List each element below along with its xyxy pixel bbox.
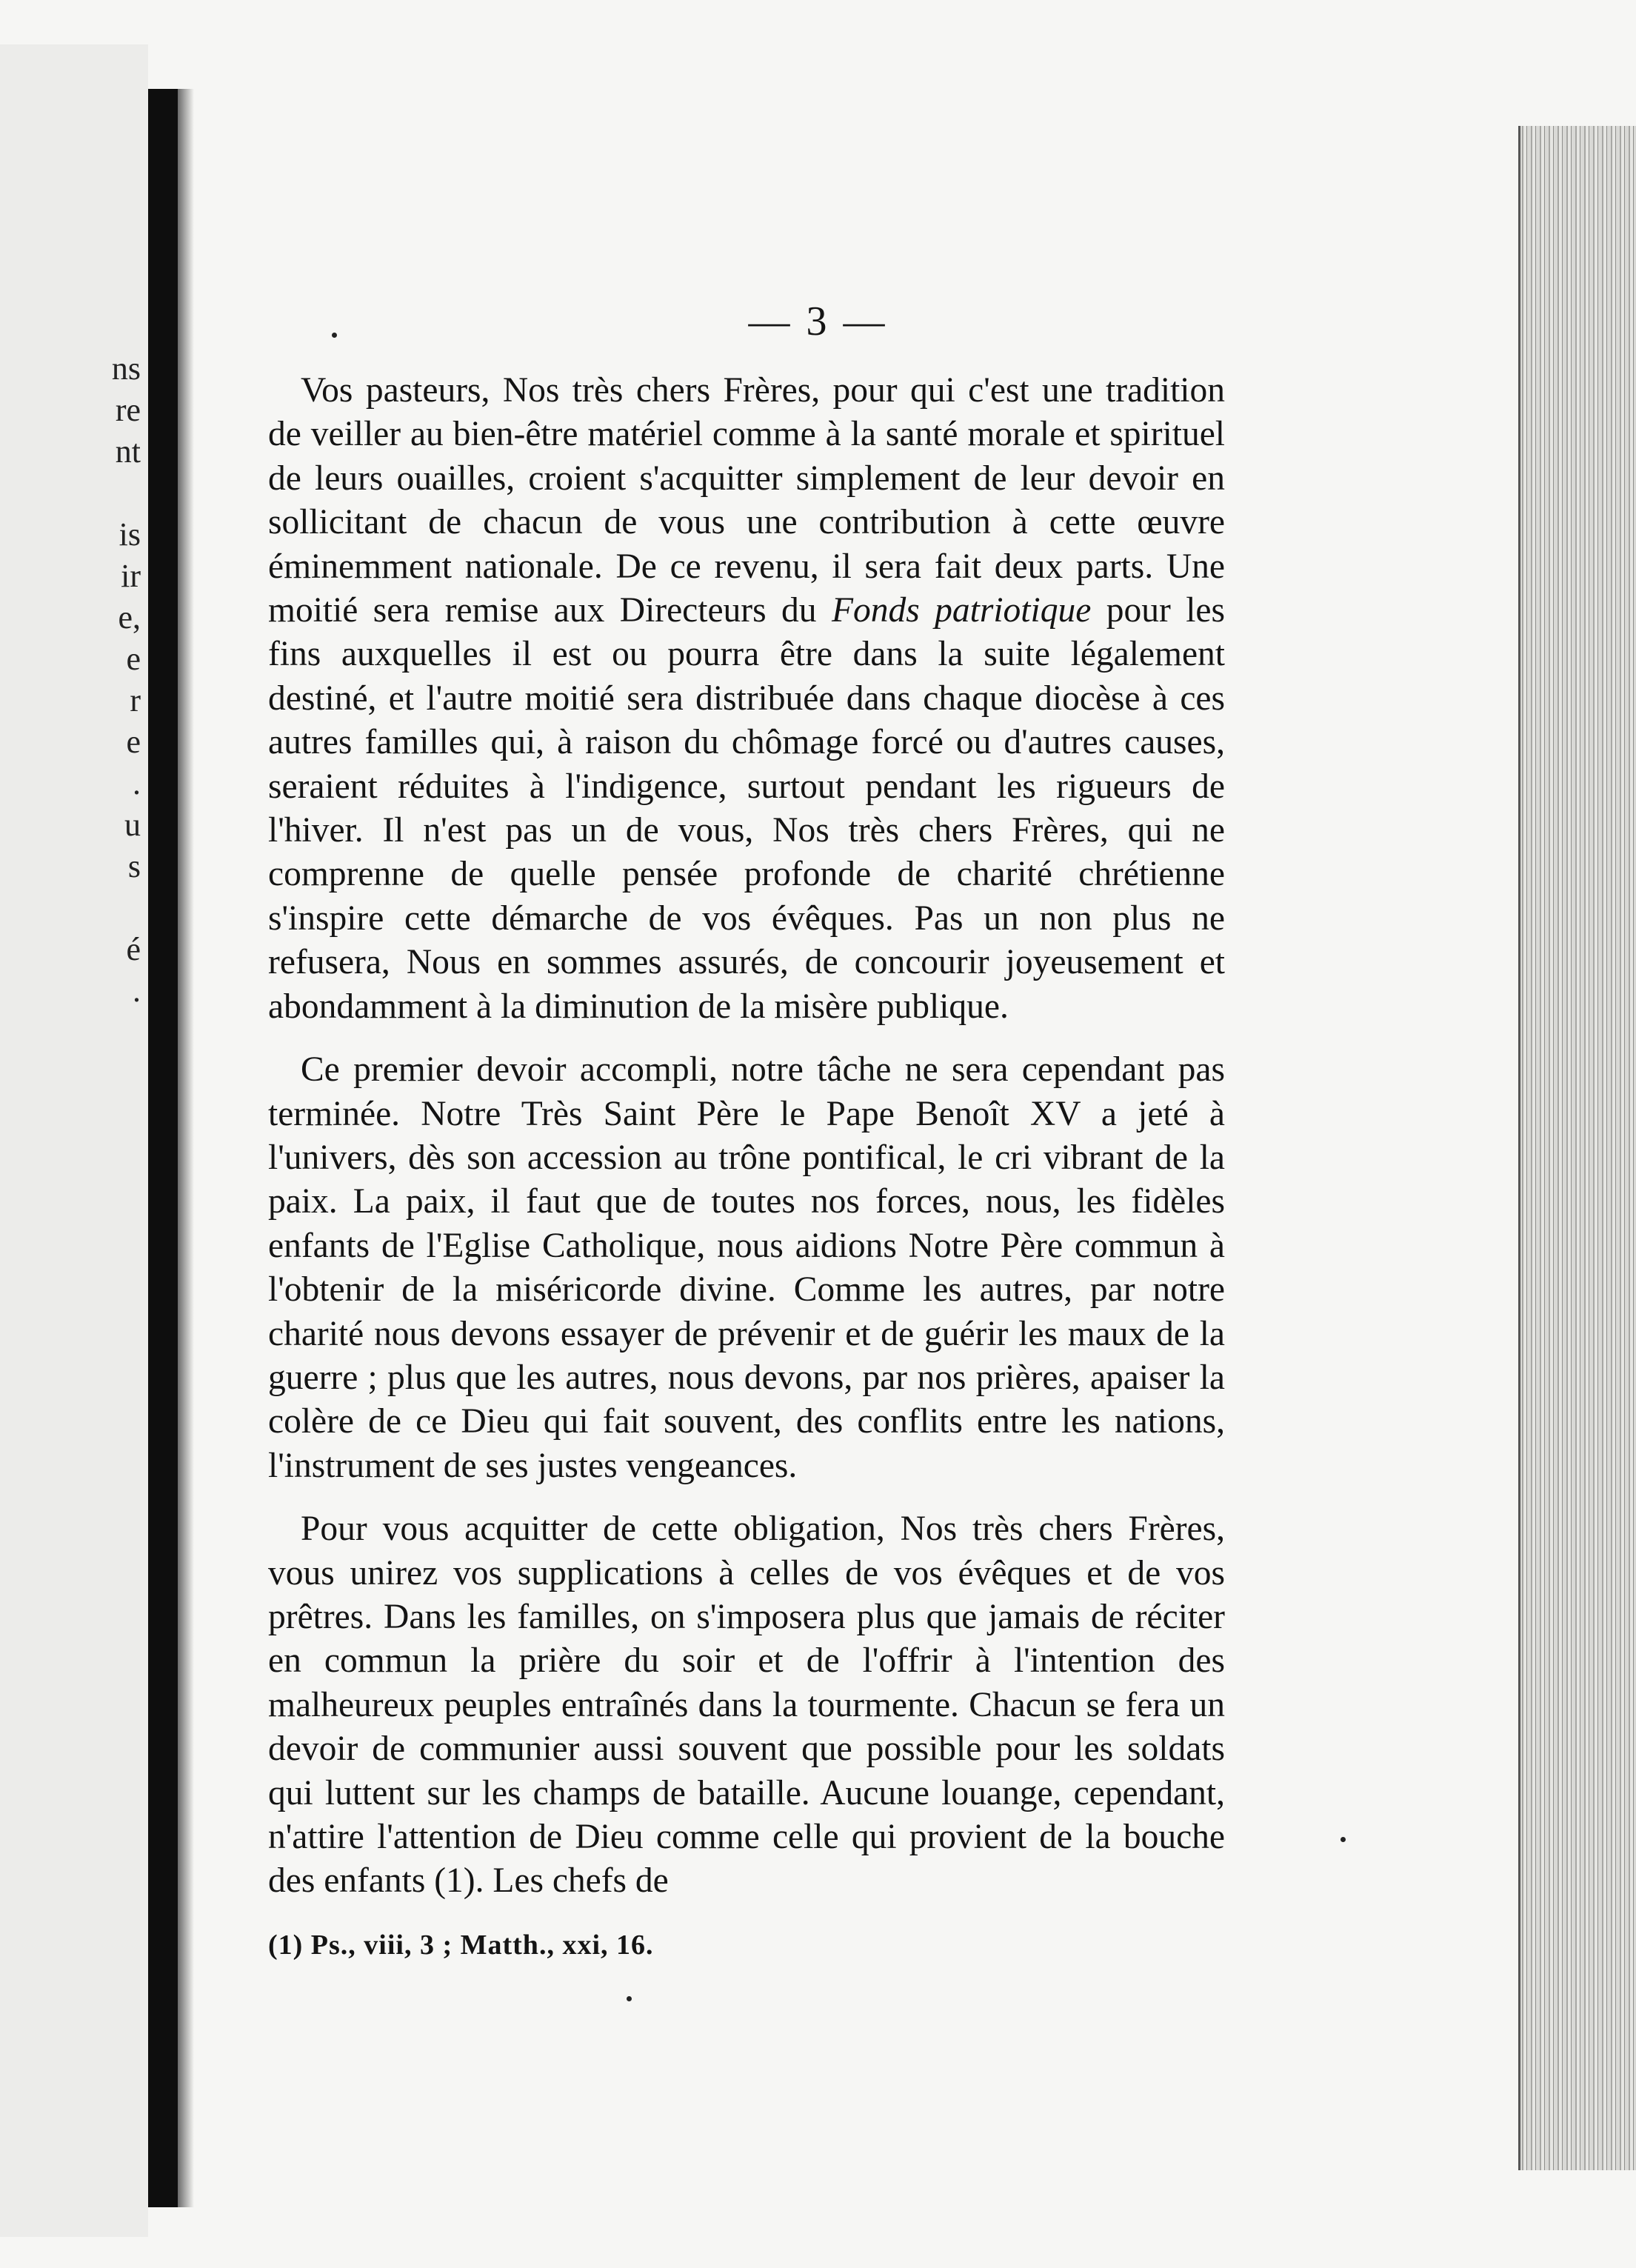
left-fragment: e [126,724,141,760]
page-number: — 3 — [748,298,888,344]
left-fragment: . [133,765,141,801]
left-fragment: é [126,931,141,967]
body-text [268,369,1225,1904]
speck [627,1996,632,2001]
fund-name: Fonds patriotique [831,591,1092,630]
book-gutter [148,89,178,2207]
left-fragment: u [124,807,141,843]
paragraph-2: Ce premier devoir accompli, notre tâche ne sera cependant pas terminée. Notre Très Saint Père le Pape Benoît XV a jeté à l'univers, dès son accession au trône pontifical, le cri vibrant de la paix. La paix, il faut que de toutes nos forces, nous, les fidèles enfants de l'Eglise Catholique, nous aidions Notre Père commun à l'obtenir de la miséricorde divine. Comme les autres, par notre charité nous devons essayer de prévenir et de guérir les maux de la guerre ; plus que les autres, nous devons, par nos prières, apaiser la colère de ce Dieu qui fait souvent, des conflits entre les nations, l'instrument de ses justes vengeances. [268,1050,1225,1485]
left-fragment: re [115,392,141,428]
left-fragment [89,473,141,514]
gutter-shadow [178,89,194,2207]
left-page [0,44,148,2237]
left-fragment: e [126,641,141,677]
left-fragment: is [118,516,141,553]
left-fragment: s [127,848,141,884]
left-fragment: r [130,682,141,718]
left-fragment [89,887,141,929]
left-fragment: . [133,973,141,1009]
left-page-text-fragments [89,348,141,1012]
left-fragment: ir [121,558,141,594]
footnote: (1) Ps., viii, 3 ; Matth., xxi, 16. [268,1930,654,1961]
page-edges [1518,126,1636,2170]
left-fragment: ns [111,350,141,387]
page-edge-line [1518,126,1520,2170]
paragraph-1: Vos pasteurs, Nos très chers Frères, pour qui c'est une tradition de veiller au bien-être matériel comme à la santé morale et spirituel de leurs ouailles, croient s'acquitter simplement de leur devoir en sollicitant de chacun de vous une contribution à cette œuvre éminemment nationale. De ce revenu, il sera fait deux parts. Une moitié sera remise aux Directeurs du Fonds patriotique pour les fins auxquelles il est ou pourra être dans la suite légalement destiné, et l'autre moitié sera distribuée dans chaque diocèse à ces autres familles qui, à raison du chômage forcé ou d'autres causes, seraient réduites à l'indigence, surtout pendant les rigueurs de l'hiver. Il n'est pas un de vous, Nos très chers Frères, qui ne comprenne de quelle pensée profonde de charité chrétienne s'inspire cette démarche de vos évêques. Pas un non plus ne refusera, Nous en sommes assurés, de concourir joyeusement et abondamment à la diminution de la misère publique. [268,371,1225,1026]
paragraph-3: Pour vous acquitter de cette obligation, Nos très chers Frères, vous unirez vos supplications à celles de vos évêques et de vos prêtres. Dans les familles, on s'imposera plus que jamais de réciter en commun la prière du soir et de l'offrir à l'intention des malheureux peuples entraînés dans la tourmente. Chacun se fera un devoir de communier aussi souvent que possible pour les soldats qui luttent sur les champs de bataille. Aucune louange, cependant, n'attire l'attention de Dieu comme celle qui provient de la bouche des enfants (1). Les chefs de [268,1510,1225,1901]
speck [1340,1837,1346,1842]
left-fragment: nt [115,433,141,470]
left-fragment: e, [118,599,141,636]
